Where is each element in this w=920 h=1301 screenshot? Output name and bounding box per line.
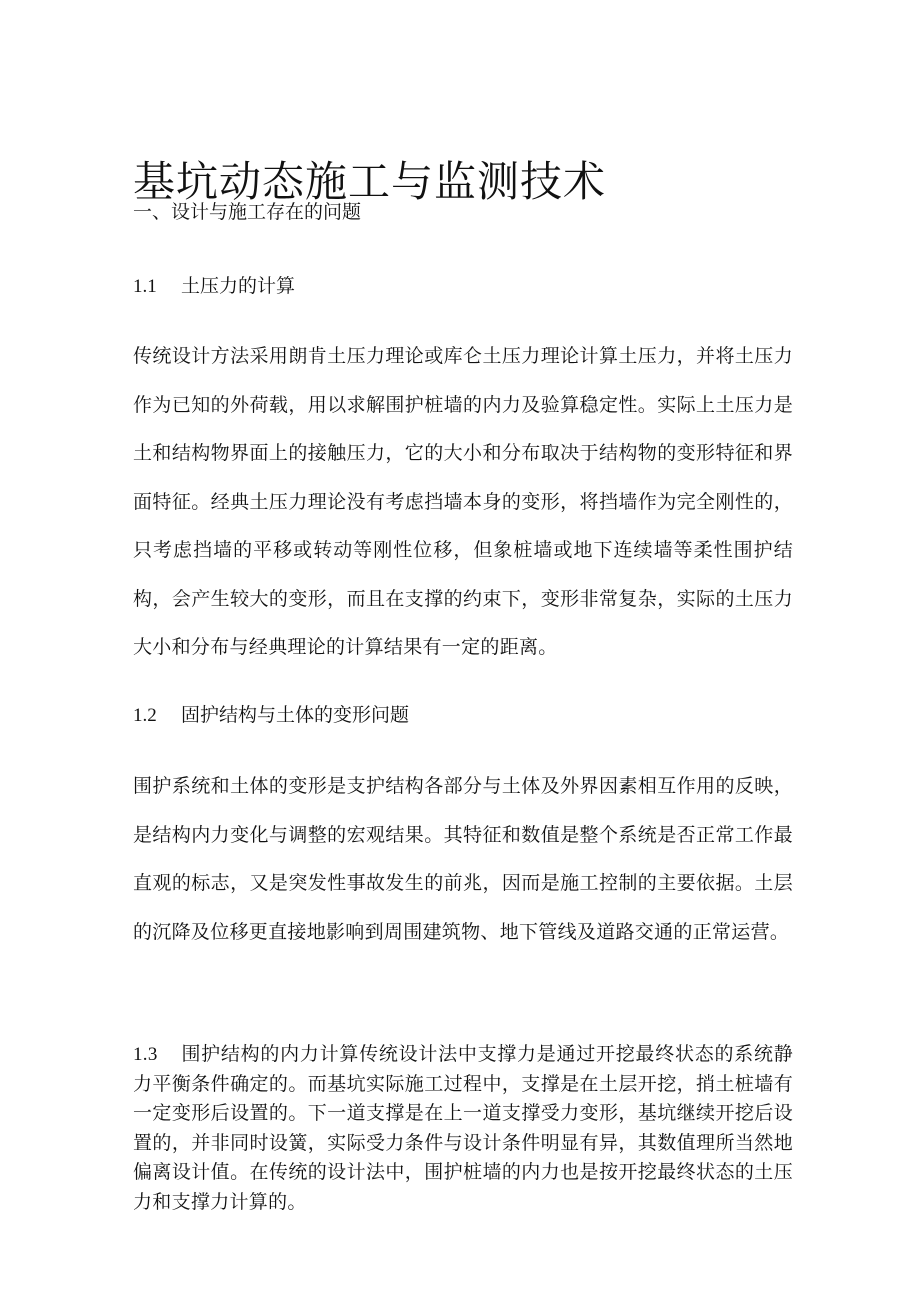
- subsection-title: 固护结构与土体的变形问题: [181, 704, 410, 726]
- paragraph-internal-force-text: 围护结构的内力计算传统设计法中支撑力是通过开挖最终状态的系统静力平衡条件确定的。而基坑实际施工过程中，支撑是在土层开挖，捎土桩墙有一定变形后设置的。下一道支撑是在上一道支撑受力变形，基坑继续开挖后设置的，并非同时设簧，实际受力条件与设计条件明显有异，其数值理所当然地偏离设计值。在传统的设计法中，围护桩墙的内力也是按开挖最终状态的土压力和支撑力计算的。: [133, 1043, 793, 1213]
- paragraph-earth-pressure: 传统设计方法采用朗肯土压力理论或库仑土压力理论计算土压力，并将土压力作为已知的外荷载，用以求解围护桩墙的内力及验算稳定性。实际上土压力是土和结构物界面上的接触压力，它的大小和分布取决于结构物的变形特征和界面特征。经典土压力理论没有考虑挡墙本身的变形，将挡墙作为完全刚性的，只考虑挡墙的平移或转动等刚性位移，但象桩墙或地下连续墙等柔性围护结构，会产生较大的变形，而且在支撑的约束下，变形非常复杂，实际的土压力大小和分布与经典理论的计算结果有一定的距离。: [133, 345, 793, 658]
- subsection-number: 1.2: [133, 705, 157, 726]
- subsection-heading-1-1: [133, 272, 295, 301]
- paragraph-internal-force: [133, 1040, 793, 1217]
- section-heading-problems: 一、设计与施工存在的问题: [133, 201, 362, 223]
- subsection-title: 土压力的计算: [181, 275, 296, 297]
- subsection-number: 1.1: [133, 276, 157, 297]
- paragraph-deformation: 围护系统和土体的变形是支护结构各部分与土体及外界因素相互作用的反映，是结构内力变化与调整的宏观结果。其特征和数值是整个系统是否正常工作最直观的标志，又是突发性事故发生的前兆，因而是施工控制的主要依据。土层的沉降及位移更直接地影响到周围建筑物、地下管线及道路交通的正常运营。: [133, 775, 793, 943]
- subsection-number: 1.3: [133, 1044, 158, 1065]
- subsection-heading-1-2: [133, 701, 409, 730]
- page-title: 基坑动态施工与监测技术: [133, 157, 607, 207]
